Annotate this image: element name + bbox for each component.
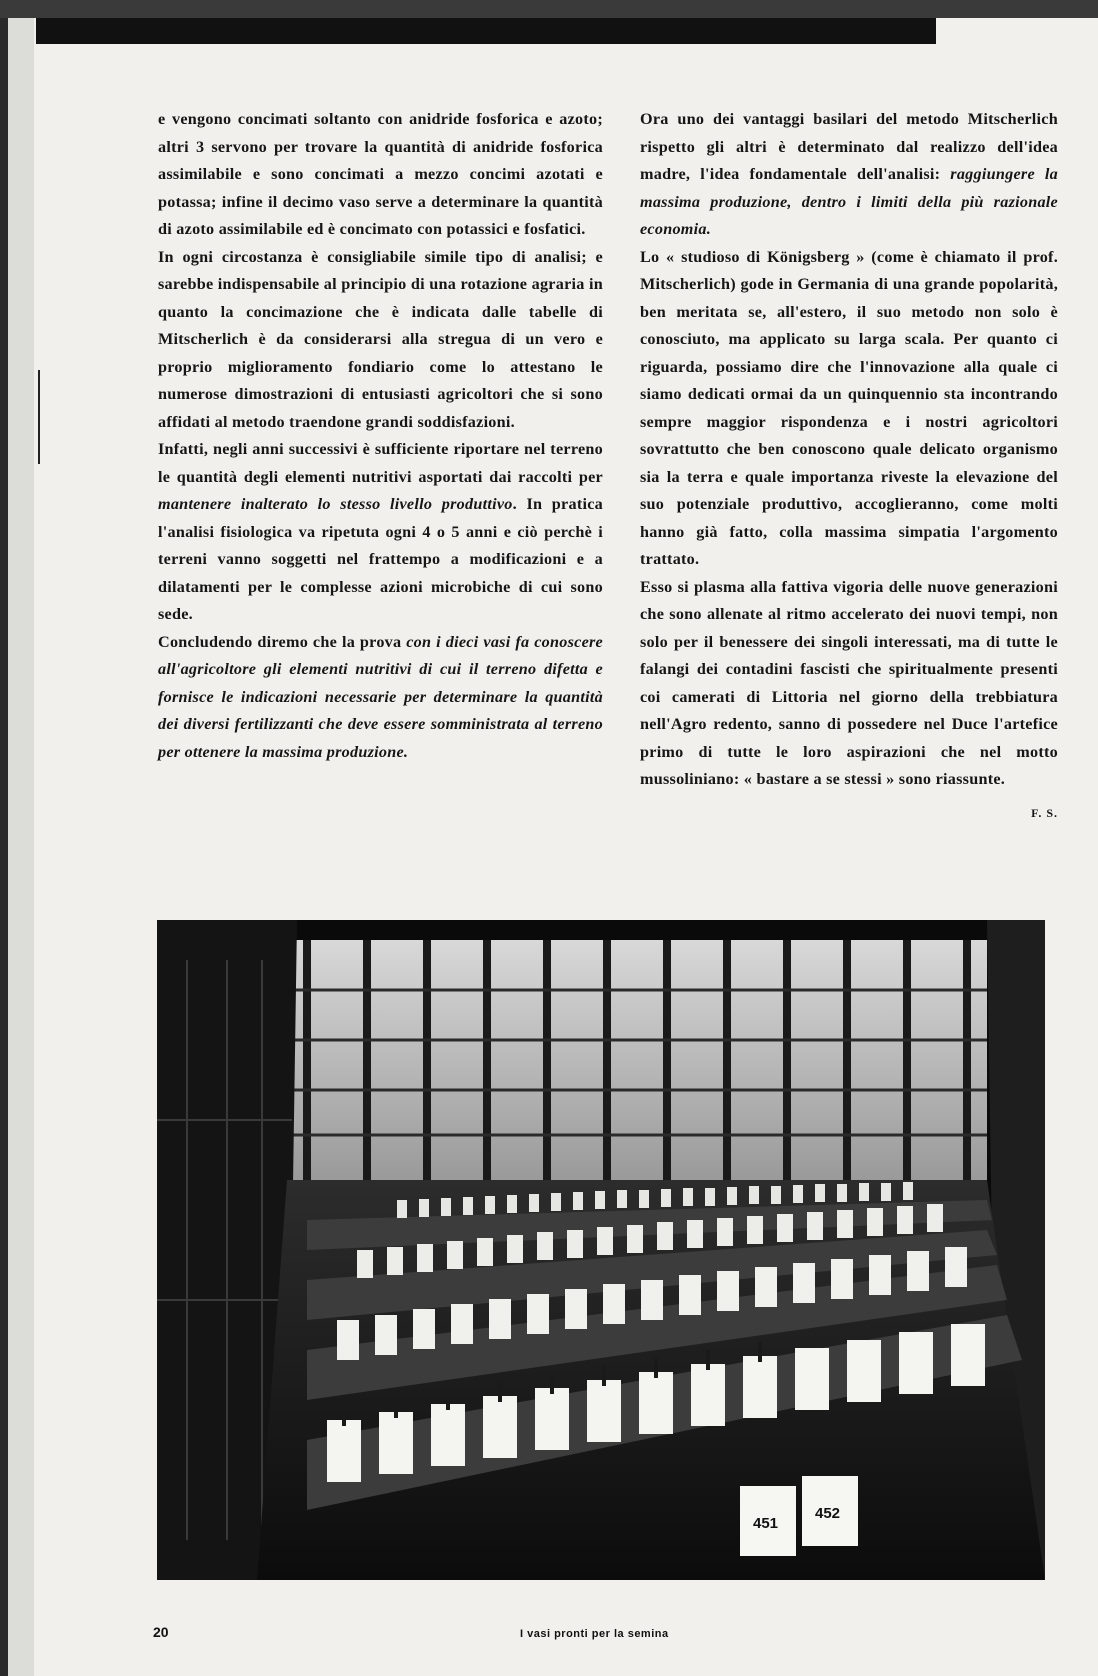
paragraph: Esso si plasma alla fattiva vigoria delle nuove generazioni che sono allenate al ritmo accelerato dei nuovi tempi, non solo per il benessere dei singoli interessati, ma di tutte le falangi dei contadini fascisti che spiritualmente presenti coi camerati di Littoria nel giorno della trebbiatura nell'Agro redento, sanno di possedere nel Duce l'artefice primo di tutte le loro aspirazioni che nel motto mussoliniano: « bastare a se stessi » sono riassunte.	[640, 577, 1058, 788]
paragraph: In ogni circostanza è consigliabile simile tipo di analisi; e sarebbe indispensabile al principio di una rotazione agraria in quanto la concimazione che è indicata dalle tabelle di Mitscherlich è da considerarsi alla stregua di un vero e proprio miglioramento fondiario come lo attestano le numerose dimostrazioni di entusiasti agricoltori che si sono affidati al metodo traendone grandi soddisfazioni.	[158, 247, 603, 431]
pot-label: 451	[753, 1515, 779, 1532]
scan-left-edge	[0, 18, 34, 1676]
margin-mark	[38, 370, 40, 464]
paragraph: Ora uno dei vantaggi basilari del metodo Mitscherlich rispetto gli altri è determinato dal realizzo dell'idea madre, l'idea fondamentale dell'analisi: raggiungere la massima produzione, dentro i limiti della più razionale economia.	[640, 110, 1058, 238]
paragraph: Lo « studioso di Königsberg » (come è chiamato il prof. Mitscherlich) gode in Germania di una grande popolarità, ben meritata se, all'estero, il suo metodo non solo è conosciuto, ma applicato su larga scala. Per quanto ci riguarda, possiamo dire che l'innovazione alla quale ci siamo dedicati ormai da un quinquennio sta incontrando sempre maggior rispondenza e i nostri agricoltori sovrattutto che ben conoscono quale delicato organismo sia la terra e quale importanza riveste la elevazione del suo potenziale produttivo, accoglieranno, come molti hanno già fatto, colla massima simpatia l'argomento trattato.	[640, 247, 1058, 568]
pot-label: 452	[815, 1505, 841, 1522]
paragraph: e vengono concimati soltanto con anidride fosforica e azoto; altri 3 servono per trovare la quantità di anidride fosforica assimilabile e sono concimati a mezzo concimi azotati e potassa; infine il decimo vaso serve a determinare la quantità di azoto assimilabile ed è concimato con potassici e fosfatici.	[158, 110, 603, 238]
scan-top-border	[0, 0, 1098, 18]
greenhouse-photo	[157, 920, 1045, 1580]
emphasis: mantenere inalterato lo stesso livello produttivo	[158, 495, 513, 513]
left-text-column	[158, 106, 603, 766]
emphasis: raggiungere la massima produzione, dentro i limiti della più razionale economia.	[640, 165, 1058, 238]
page-number: 20	[153, 1624, 169, 1640]
author-signature: F. S.	[1031, 805, 1058, 820]
greenhouse-illustration	[157, 920, 1045, 1580]
paragraph: Concludendo diremo che la prova con i dieci vasi fa conoscere all'agricoltore gli elementi nutritivi di cui il terreno difetta e fornisce le indicazioni necessarie per determinare la quantità dei diversi fertilizzanti che deve essere somministrata al terreno per ottenere la massima produzione.	[158, 632, 603, 761]
photo-caption: I vasi pronti per la semina	[520, 1628, 669, 1640]
header-rule	[36, 18, 936, 44]
emphasis: con i dieci vasi fa conoscere all'agricoltore gli elementi nutritivi di cui il terreno difetta e fornisce le indicazioni necessarie per determinare la quantità dei diversi fertilizzanti che deve essere somministrata al terreno per ottenere la massima produzione.	[158, 632, 603, 761]
paragraph: Infatti, negli anni successivi è sufficiente riportare nel terreno le quantità degli elementi nutritivi asportati dai raccolti per mantenere inalterato lo stesso livello produttivo. In pratica l'analisi fisiologica va ripetuta ogni 4 o 5 anni e ciò perchè i terreni vanno soggetti nel frattempo a modificazioni e a dilatamenti per le complesse azioni microbiche di cui sono sede.	[158, 440, 603, 623]
right-text-column	[640, 106, 1058, 827]
